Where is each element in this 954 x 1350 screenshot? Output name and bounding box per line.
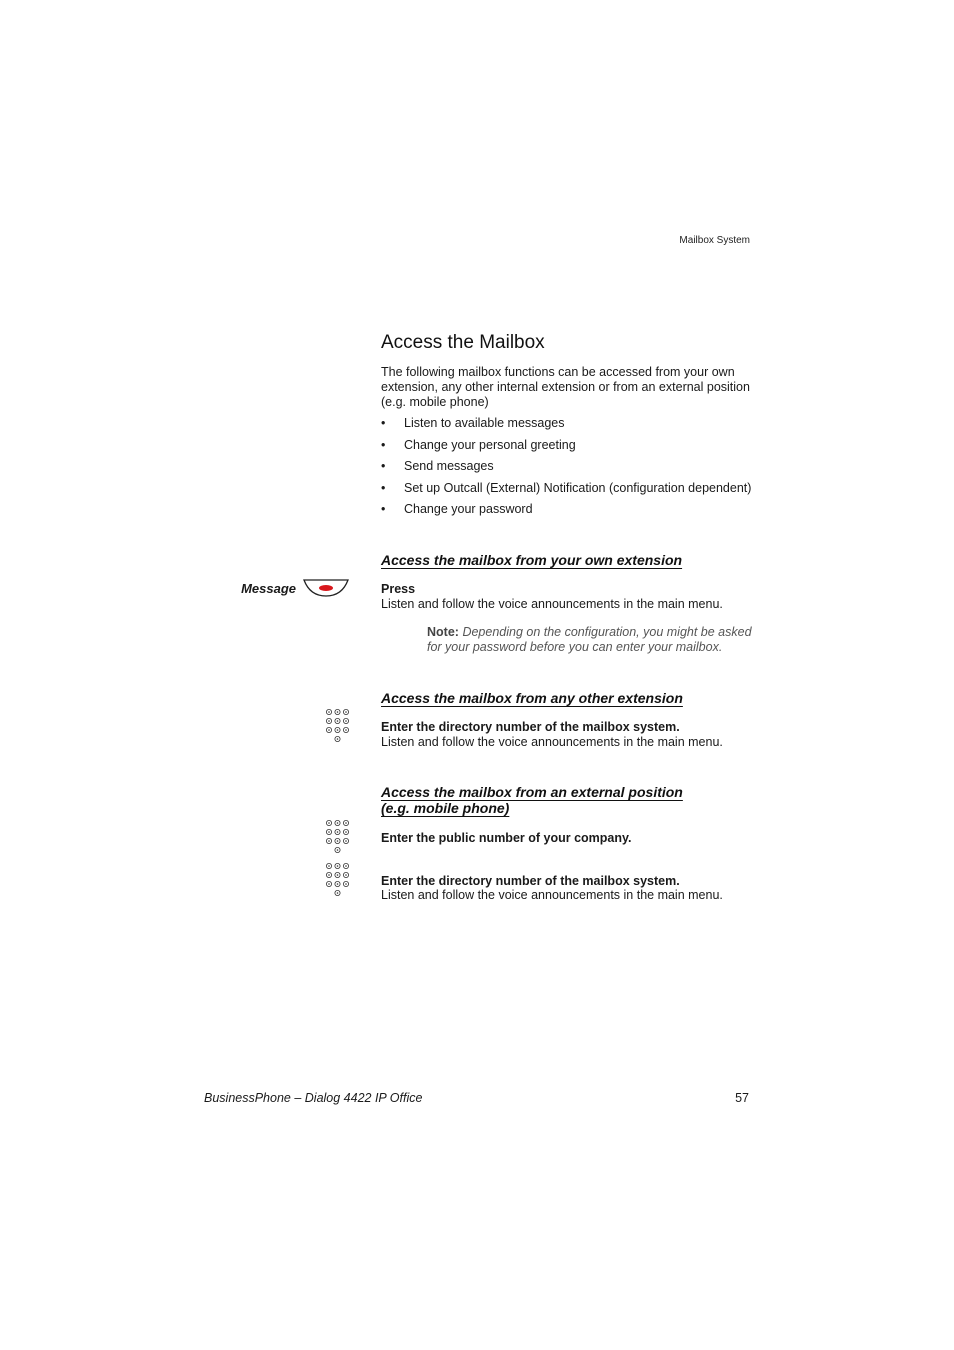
section-heading-other-extension: Access the mailbox from any other extension xyxy=(381,690,683,706)
message-key-icon xyxy=(302,578,350,598)
note-box xyxy=(427,625,757,655)
step-press: Press xyxy=(381,582,416,596)
message-key-label: Message xyxy=(241,581,296,596)
list-item: • Send messages xyxy=(381,459,761,481)
section-heading-external-position: Access the mailbox from an external position xyxy=(381,784,683,800)
step-instruction: Listen and follow the voice announcements in the main menu. xyxy=(381,735,723,749)
section-heading-own-extension: Access the mailbox from your own extension xyxy=(381,552,683,568)
step-enter-directory-number: Enter the directory number of the mailbox system. xyxy=(381,720,680,734)
list-item: • Change your password xyxy=(381,502,761,524)
step-instruction: Listen and follow the voice announcements in the main menu. xyxy=(381,597,723,611)
keypad-icon xyxy=(324,862,352,898)
page-title: Access the Mailbox xyxy=(381,332,545,353)
step-instruction: Listen and follow the voice announcements in the main menu. xyxy=(381,888,723,902)
list-item: • Set up Outcall (External) Notification (configuration dependent) xyxy=(381,481,761,503)
step-enter-directory-number: Enter the directory number of the mailbox system. xyxy=(381,874,680,888)
keypad-icon xyxy=(324,819,352,855)
note-text: Depending on the configuration, you might be asked for your password before you can enter your mailbox. xyxy=(427,625,752,654)
list-item: • Listen to available messages xyxy=(381,416,761,438)
section-heading-external-position-sub: (e.g. mobile phone) xyxy=(381,800,510,816)
running-header: Mailbox System xyxy=(679,235,750,246)
footer-title: BusinessPhone – Dialog 4422 IP Office xyxy=(204,1091,423,1105)
list-item: • Change your personal greeting xyxy=(381,438,761,460)
function-list xyxy=(381,416,761,524)
note-label: Note: xyxy=(427,625,459,639)
page-number: 57 xyxy=(735,1091,749,1105)
step-enter-public-number: Enter the public number of your company. xyxy=(381,831,632,845)
keypad-icon xyxy=(324,708,352,744)
intro-paragraph: The following mailbox functions can be accessed from your own extension, any other internal extension or from an external position (e.g. mobile phone) xyxy=(381,365,750,409)
